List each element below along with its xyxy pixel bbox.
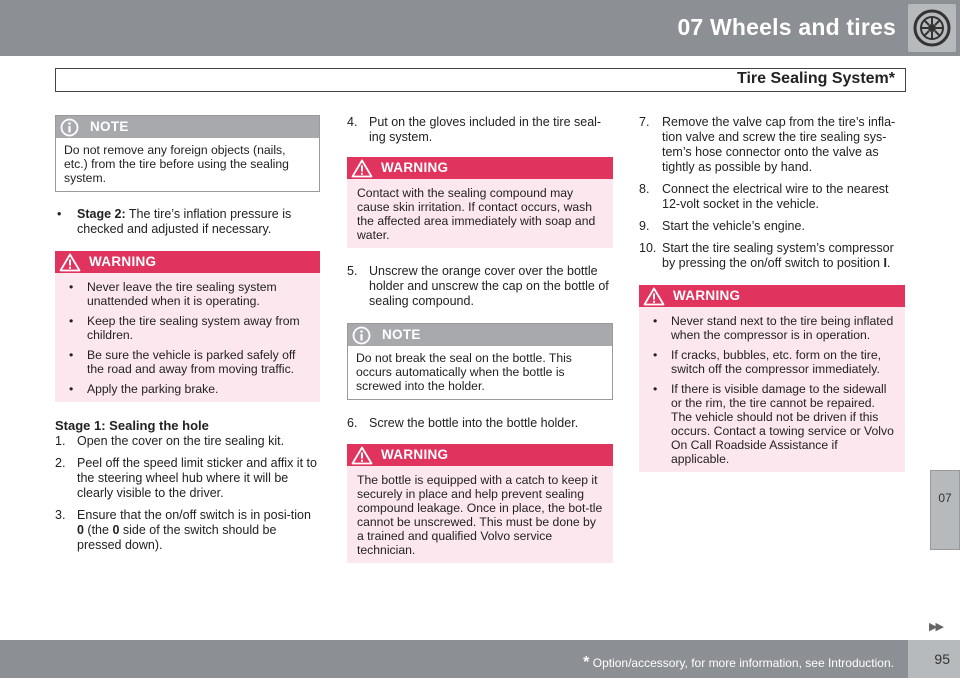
step-item — [347, 115, 613, 145]
stage2-list — [55, 207, 320, 237]
step-number: 2. — [55, 456, 66, 470]
info-icon — [352, 326, 371, 345]
warning-item: • Keep the tire sealing system away from children. — [65, 314, 311, 342]
step-text-pre: Start the tire sealing system’s compressor by pressing the on/off switch to position — [662, 241, 894, 270]
step-number: 3. — [55, 508, 66, 522]
step-text: Peel off the speed limit sticker and affix it to the steering wheel hub where it will be clearly visible to the driver. — [77, 456, 317, 500]
next-page-arrows-icon: ▶▶ — [929, 621, 942, 633]
stage1-heading: Stage 1: Sealing the hole — [55, 418, 209, 433]
step-text: Remove the valve cap from the tire’s infla-tion valve and screw the tire sealing sys-tem’s hose connector onto the valve as tightly as possible by hand. — [662, 115, 896, 174]
info-icon — [60, 118, 79, 137]
column-2 — [347, 115, 613, 575]
list-item — [55, 207, 320, 237]
step6-list — [347, 416, 613, 431]
step-item — [639, 241, 905, 271]
page-footer — [0, 640, 960, 678]
switch-position: 0 — [77, 523, 84, 537]
chapter-title: 07 Wheels and tires — [677, 14, 896, 40]
footnote-star: * — [583, 654, 590, 671]
stage2-text: The tire’s inflation pressure is checked and adjusted if necessary. — [77, 207, 292, 236]
steps-7-10 — [639, 115, 905, 271]
warning-text: The bottle is equipped with a catch to keep it securely in place and help prevent sealing compound leakage. Once in place, the bot-tle cannot be unscrewed. This must be done by a trained and qualified Volvo service technician. — [357, 473, 603, 557]
step-item — [55, 434, 320, 449]
warning-box — [347, 157, 613, 248]
warning-item: • Apply the parking brake. — [65, 382, 311, 396]
warning-triangle-icon — [351, 159, 373, 178]
step-text-post: . — [886, 256, 891, 270]
note-header — [56, 116, 319, 138]
step-number: 1. — [55, 434, 66, 448]
note-box — [55, 115, 320, 192]
warning-item: • Never leave the tire sealing system unattended when it is operating. — [65, 280, 311, 308]
chapter-side-tab-label: 07 — [938, 491, 952, 505]
warning-label: WARNING — [381, 160, 449, 175]
column-1 — [55, 115, 320, 560]
footnote — [583, 654, 894, 672]
step-item — [639, 182, 905, 212]
step-number: 5. — [347, 264, 358, 278]
warning-box — [55, 251, 320, 402]
note-label: NOTE — [382, 327, 421, 342]
warning-triangle-icon — [351, 446, 373, 465]
step-text: Put on the gloves included in the tire seal-ing system. — [369, 115, 602, 144]
warning-header — [55, 251, 320, 273]
step-item — [347, 416, 613, 431]
footnote-text: Option/accessory, for more information, see Introduction. — [589, 656, 894, 670]
warning-item: • If there is visible damage to the sidewall or the rim, the tire cannot be repaired. The vehicle should not be driven if this occurs. Contact a towing service or Volvo On Call Roadside Assistance if applicable. — [649, 382, 896, 466]
warning-label: WARNING — [89, 254, 157, 269]
stage1-steps — [55, 434, 320, 553]
step-item — [55, 508, 320, 553]
warning-item: • Be sure the vehicle is parked safely off the road and away from moving traffic. — [65, 348, 311, 376]
step5-list — [347, 264, 613, 309]
warning-list — [649, 314, 896, 466]
chapter-tab — [908, 4, 956, 52]
note-text: Do not remove any foreign objects (nails, etc.) from the tire before using the sealing system. — [64, 143, 289, 185]
page-number-tab — [908, 640, 960, 678]
step-item — [55, 456, 320, 501]
step-number: 8. — [639, 182, 650, 196]
warning-list — [65, 280, 311, 396]
wheel-tire-icon — [912, 8, 952, 48]
step4-list — [347, 115, 613, 145]
warning-header — [347, 444, 613, 466]
switch-position: I — [883, 256, 887, 270]
warning-box — [639, 285, 905, 472]
note-label: NOTE — [90, 119, 129, 134]
column-3 — [639, 115, 905, 484]
step-number: 10. — [639, 241, 657, 255]
switch-position: 0 — [112, 523, 120, 537]
step-item — [639, 219, 905, 234]
warning-item: • If cracks, bubbles, etc. form on the tire, switch off the compressor immediately. — [649, 348, 896, 376]
stage2-label: Stage 2: — [77, 207, 126, 221]
note-header — [348, 324, 612, 346]
step-text-pre: Ensure that the on/off switch is in posi-tion — [77, 508, 311, 522]
warning-item: • Never stand next to the tire being inflated when the compressor is in operation. — [649, 314, 896, 342]
step-item — [347, 264, 613, 309]
warning-label: WARNING — [381, 447, 449, 462]
step-number: 6. — [347, 416, 358, 430]
warning-label: WARNING — [673, 288, 741, 303]
step-text: Open the cover on the tire sealing kit. — [77, 434, 285, 448]
step-text: Start the vehicle’s engine. — [662, 219, 805, 233]
step-number: 4. — [347, 115, 358, 129]
section-bar — [55, 68, 906, 92]
warning-header — [639, 285, 905, 307]
step-text: Connect the electrical wire to the nearest 12-volt socket in the vehicle. — [662, 182, 889, 211]
page-header — [0, 0, 960, 56]
page-number: 95 — [934, 651, 950, 667]
warning-triangle-icon — [643, 287, 665, 306]
step-text-mid: (the — [83, 523, 113, 537]
note-text: Do not break the seal on the bottle. This occurs automatically when the bottle is screwed into the holder. — [356, 351, 572, 393]
section-title: Tire Sealing System* — [737, 70, 895, 87]
step-text-post: side of the switch should be pressed down). — [77, 523, 277, 552]
step-number: 9. — [639, 219, 650, 233]
note-box — [347, 323, 613, 400]
step-text: Screw the bottle into the bottle holder. — [369, 416, 579, 430]
warning-text: Contact with the sealing compound may cause skin irritation. If contact occurs, wash the affected area immediately with soap and water. — [357, 186, 596, 242]
step-item — [639, 115, 905, 175]
step-number: 7. — [639, 115, 650, 129]
warning-triangle-icon — [59, 253, 81, 272]
step-text: Unscrew the orange cover over the bottle holder and unscrew the cap on the bottle of sealing compound. — [369, 264, 609, 308]
warning-header — [347, 157, 613, 179]
warning-box — [347, 444, 613, 563]
chapter-side-tab — [930, 470, 960, 550]
